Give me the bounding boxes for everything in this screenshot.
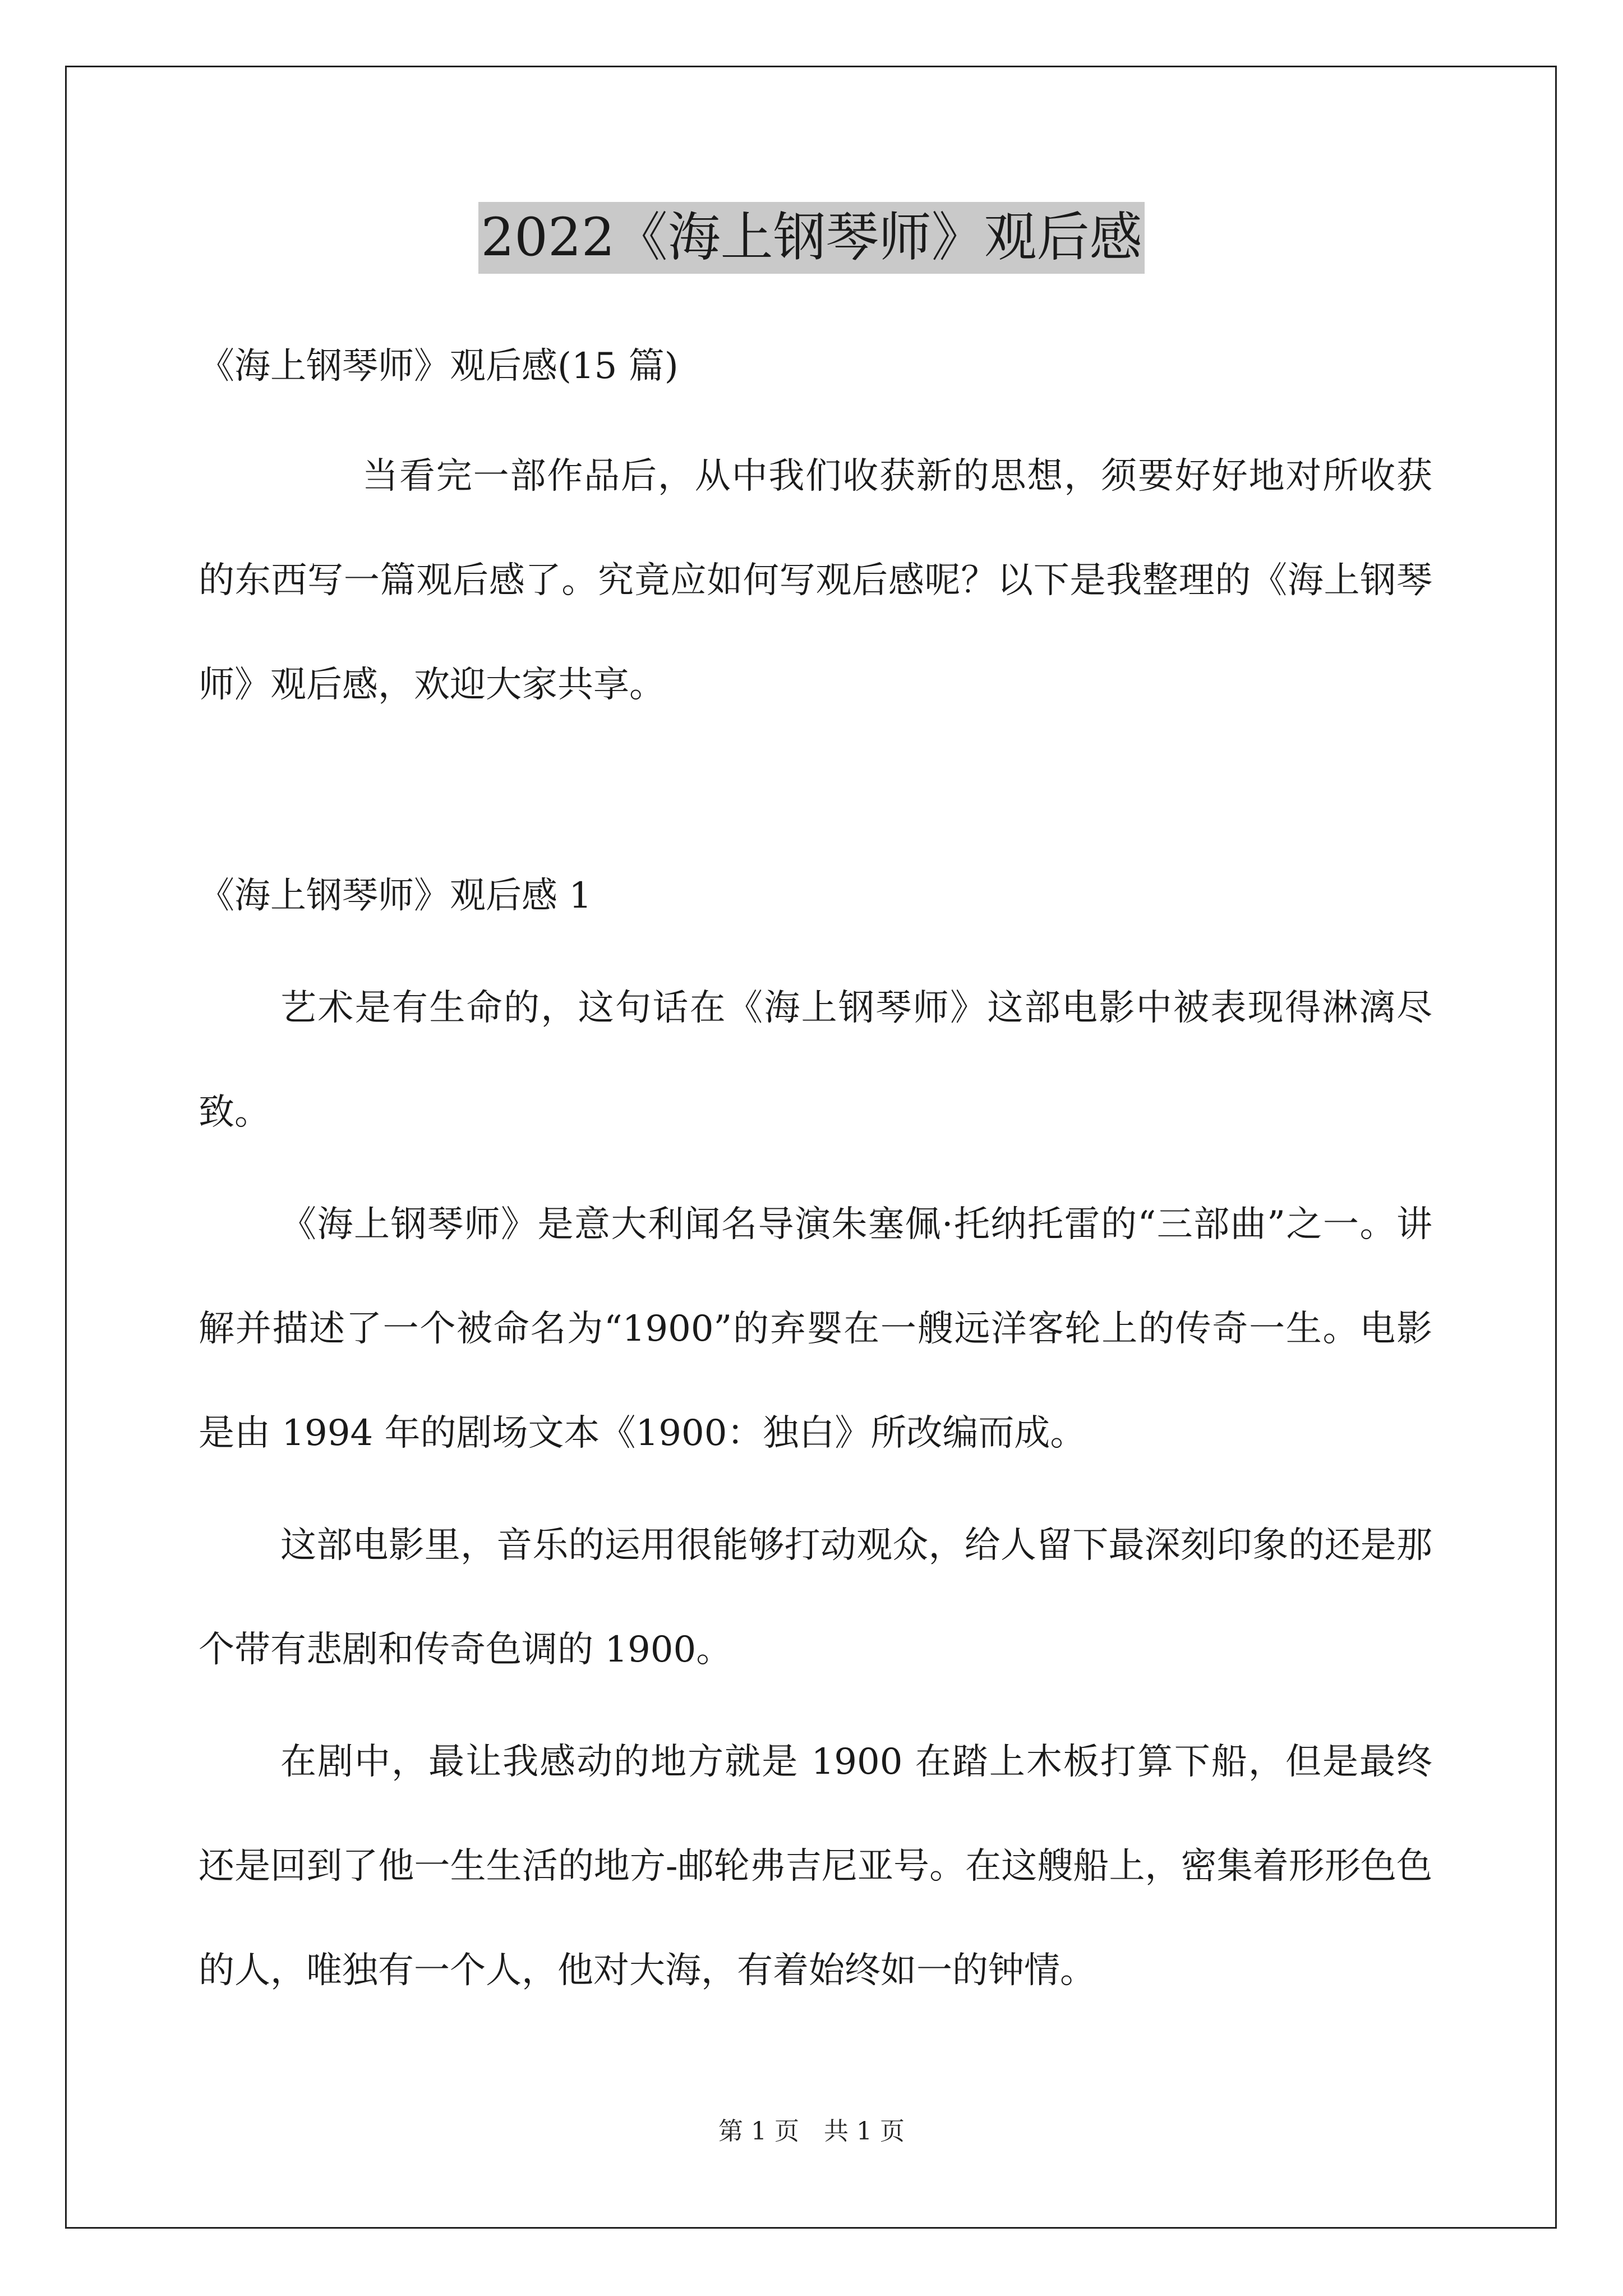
document-subtitle: 《海上钢琴师》观后感(15 篇): [199, 346, 679, 387]
body-paragraph-3: 这部电影里，音乐的运用很能够打动观众，给人留下最深刻印象的还是那个带有悲剧和传奇色调的 1900。: [199, 1525, 1432, 1671]
document-body: [199, 314, 1432, 2023]
body-paragraph-2: 《海上钢琴师》是意大利闻名导演朱塞佩·托纳托雷的“三部曲”之一。讲解并描述了一个被命名为“1900”的弃婴在一艘远洋客轮上的传奇一生。电影是由 1994 年的剧场文本《1900：独白》所改编而成。: [199, 1204, 1432, 1454]
body-paragraph-4: 在剧中，最让我感动的地方就是 1900 在踏上木板打算下船，但是最终还是回到了他一生生活的地方-邮轮弗吉尼亚号。在这艘船上，密集着形形色色的人，唯独有一个人，他对大海，有着始终如一的钟情。: [199, 1741, 1432, 1991]
page-number: 第 1 页: [718, 2117, 799, 2146]
intro-paragraph: 当看完一部作品后，从中我们收获新的思想，须要好好地对所收获的东西写一篇观后感了。究竟应如何写观后感呢？以下是我整理的《海上钢琴师》观后感，欢迎大家共享。: [199, 455, 1432, 706]
page-total: 共 1 页: [824, 2117, 905, 2146]
title-block: [0, 202, 1623, 274]
section-heading: 《海上钢琴师》观后感 1: [199, 875, 592, 917]
body-paragraph-1: 艺术是有生命的，这句话在《海上钢琴师》这部电影中被表现得淋漓尽致。: [199, 987, 1432, 1133]
page-footer: [0, 2115, 1623, 2148]
document-title: 2022《海上钢琴师》观后感: [478, 202, 1144, 274]
